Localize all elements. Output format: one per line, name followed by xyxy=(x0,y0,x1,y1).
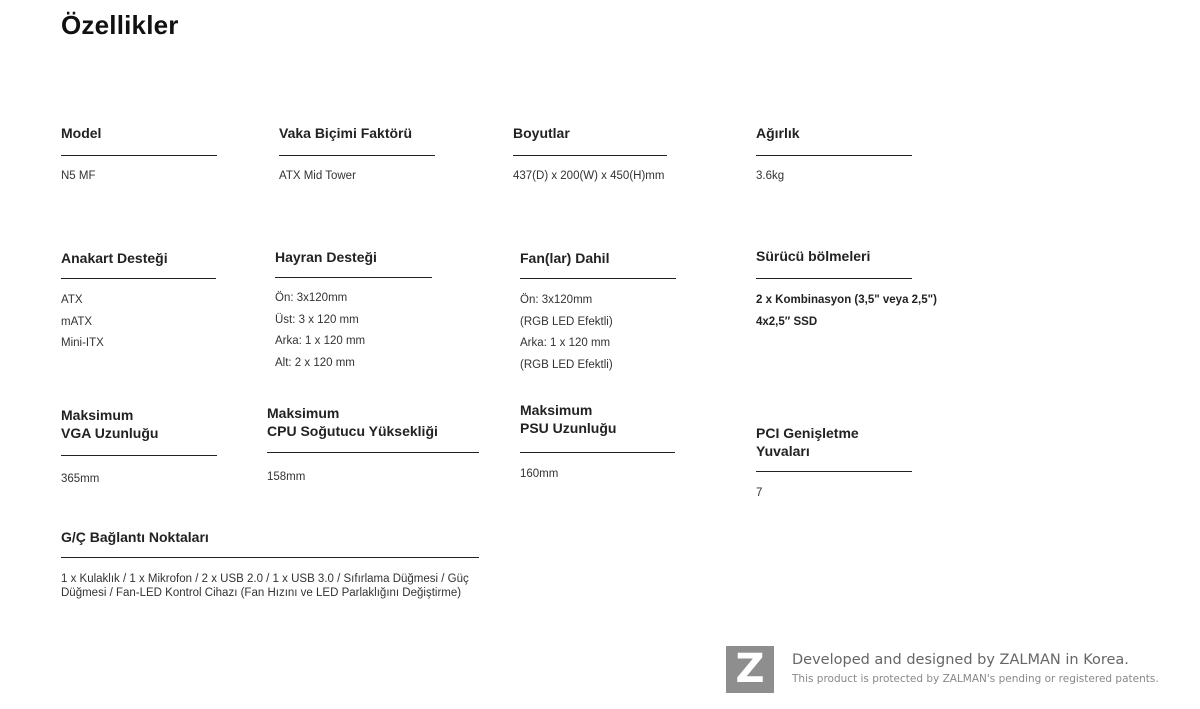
divider xyxy=(756,471,912,472)
spec-psu-length xyxy=(520,401,675,486)
divider xyxy=(520,278,676,279)
spec-value: Alt: 2 x 120 mm xyxy=(275,356,355,369)
brand-patent-notice: This product is protected by ZALMAN's pending or registered patents. xyxy=(792,673,1159,685)
spec-value: 2 x Kombinasyon (3,5" veya 2,5") xyxy=(756,294,937,306)
divider xyxy=(275,277,432,278)
divider xyxy=(279,155,435,156)
spec-label: Maksimum VGA Uzunluğu xyxy=(61,407,159,441)
divider xyxy=(756,155,912,156)
spec-io-ports xyxy=(61,528,479,600)
spec-drive-bays xyxy=(756,247,937,333)
spec-value: ATX xyxy=(61,294,83,306)
spec-value: N5 MF xyxy=(61,170,96,182)
spec-value: 4x2,5″ SSD xyxy=(756,315,818,328)
spec-value: 158mm xyxy=(267,471,306,483)
spec-label: Boyutlar xyxy=(513,125,570,141)
divider xyxy=(61,557,479,558)
spec-value: 7 xyxy=(756,487,763,499)
spec-value: (RGB LED Efektli) xyxy=(520,315,613,328)
divider xyxy=(61,155,217,156)
spec-value: ATX Mid Tower xyxy=(279,170,356,182)
spec-weight xyxy=(756,124,912,188)
spec-value: (RGB LED Efektli) xyxy=(520,358,613,371)
spec-label: PCI Genişletme Yuvaları xyxy=(756,425,859,459)
spec-model xyxy=(61,124,217,188)
spec-value: 160mm xyxy=(520,468,559,480)
spec-cpu-cooler xyxy=(267,404,479,489)
spec-label: Sürücü bölmeleri xyxy=(756,248,871,264)
zalman-logo: Z xyxy=(726,646,774,693)
spec-value: 3.6kg xyxy=(756,170,785,182)
divider xyxy=(61,455,217,456)
spec-fans-included xyxy=(520,249,676,376)
spec-form-factor xyxy=(279,124,435,188)
page-title: Özellikler xyxy=(61,10,179,40)
spec-label: Ağırlık xyxy=(756,125,800,141)
spec-value: Ön: 3x120mm xyxy=(520,294,593,306)
spec-motherboard xyxy=(61,249,216,355)
spec-value: 1 x Kulaklık / 1 x Mikrofon / 2 x USB 2.0 / 1 x USB 3.0 / Sıfırlama Düğmesi / Güç Düğmesi / Fan-LED Kontrol Cihazı (Fan Hızını ve LED Parlaklığını Değiştirme) xyxy=(61,573,469,599)
divider xyxy=(756,278,912,279)
divider xyxy=(520,452,675,453)
spec-value: 365mm xyxy=(61,473,100,485)
spec-pci-slots xyxy=(756,424,912,505)
spec-label: Anakart Desteği xyxy=(61,250,168,266)
spec-vga-length xyxy=(61,406,217,491)
spec-label: Model xyxy=(61,125,102,141)
divider xyxy=(267,452,479,453)
brand-tagline: Developed and designed by ZALMAN in Korea. xyxy=(792,652,1129,668)
spec-fan-support xyxy=(275,248,432,374)
spec-label: Maksimum PSU Uzunluğu xyxy=(520,402,617,436)
spec-value: Üst: 3 x 120 mm xyxy=(275,313,359,326)
spec-value: Arka: 1 x 120 mm xyxy=(275,335,366,347)
brand-footer xyxy=(726,646,1166,693)
spec-label: G/Ç Bağlantı Noktaları xyxy=(61,529,209,545)
spec-dimensions xyxy=(513,124,667,188)
spec-label: Hayran Desteği xyxy=(275,249,377,265)
divider xyxy=(513,155,667,156)
divider xyxy=(61,278,216,279)
spec-label: Fan(lar) Dahil xyxy=(520,250,610,266)
spec-value: Ön: 3x120mm xyxy=(275,292,348,304)
spec-value: Mini-ITX xyxy=(61,337,104,349)
spec-value: mATX xyxy=(61,315,93,328)
spec-value: 437(D) x 200(W) x 450(H)mm xyxy=(513,170,665,182)
spec-value: Arka: 1 x 120 mm xyxy=(520,337,611,349)
spec-label: Maksimum CPU Soğutucu Yüksekliği xyxy=(267,405,438,439)
spec-label: Vaka Biçimi Faktörü xyxy=(279,125,413,141)
